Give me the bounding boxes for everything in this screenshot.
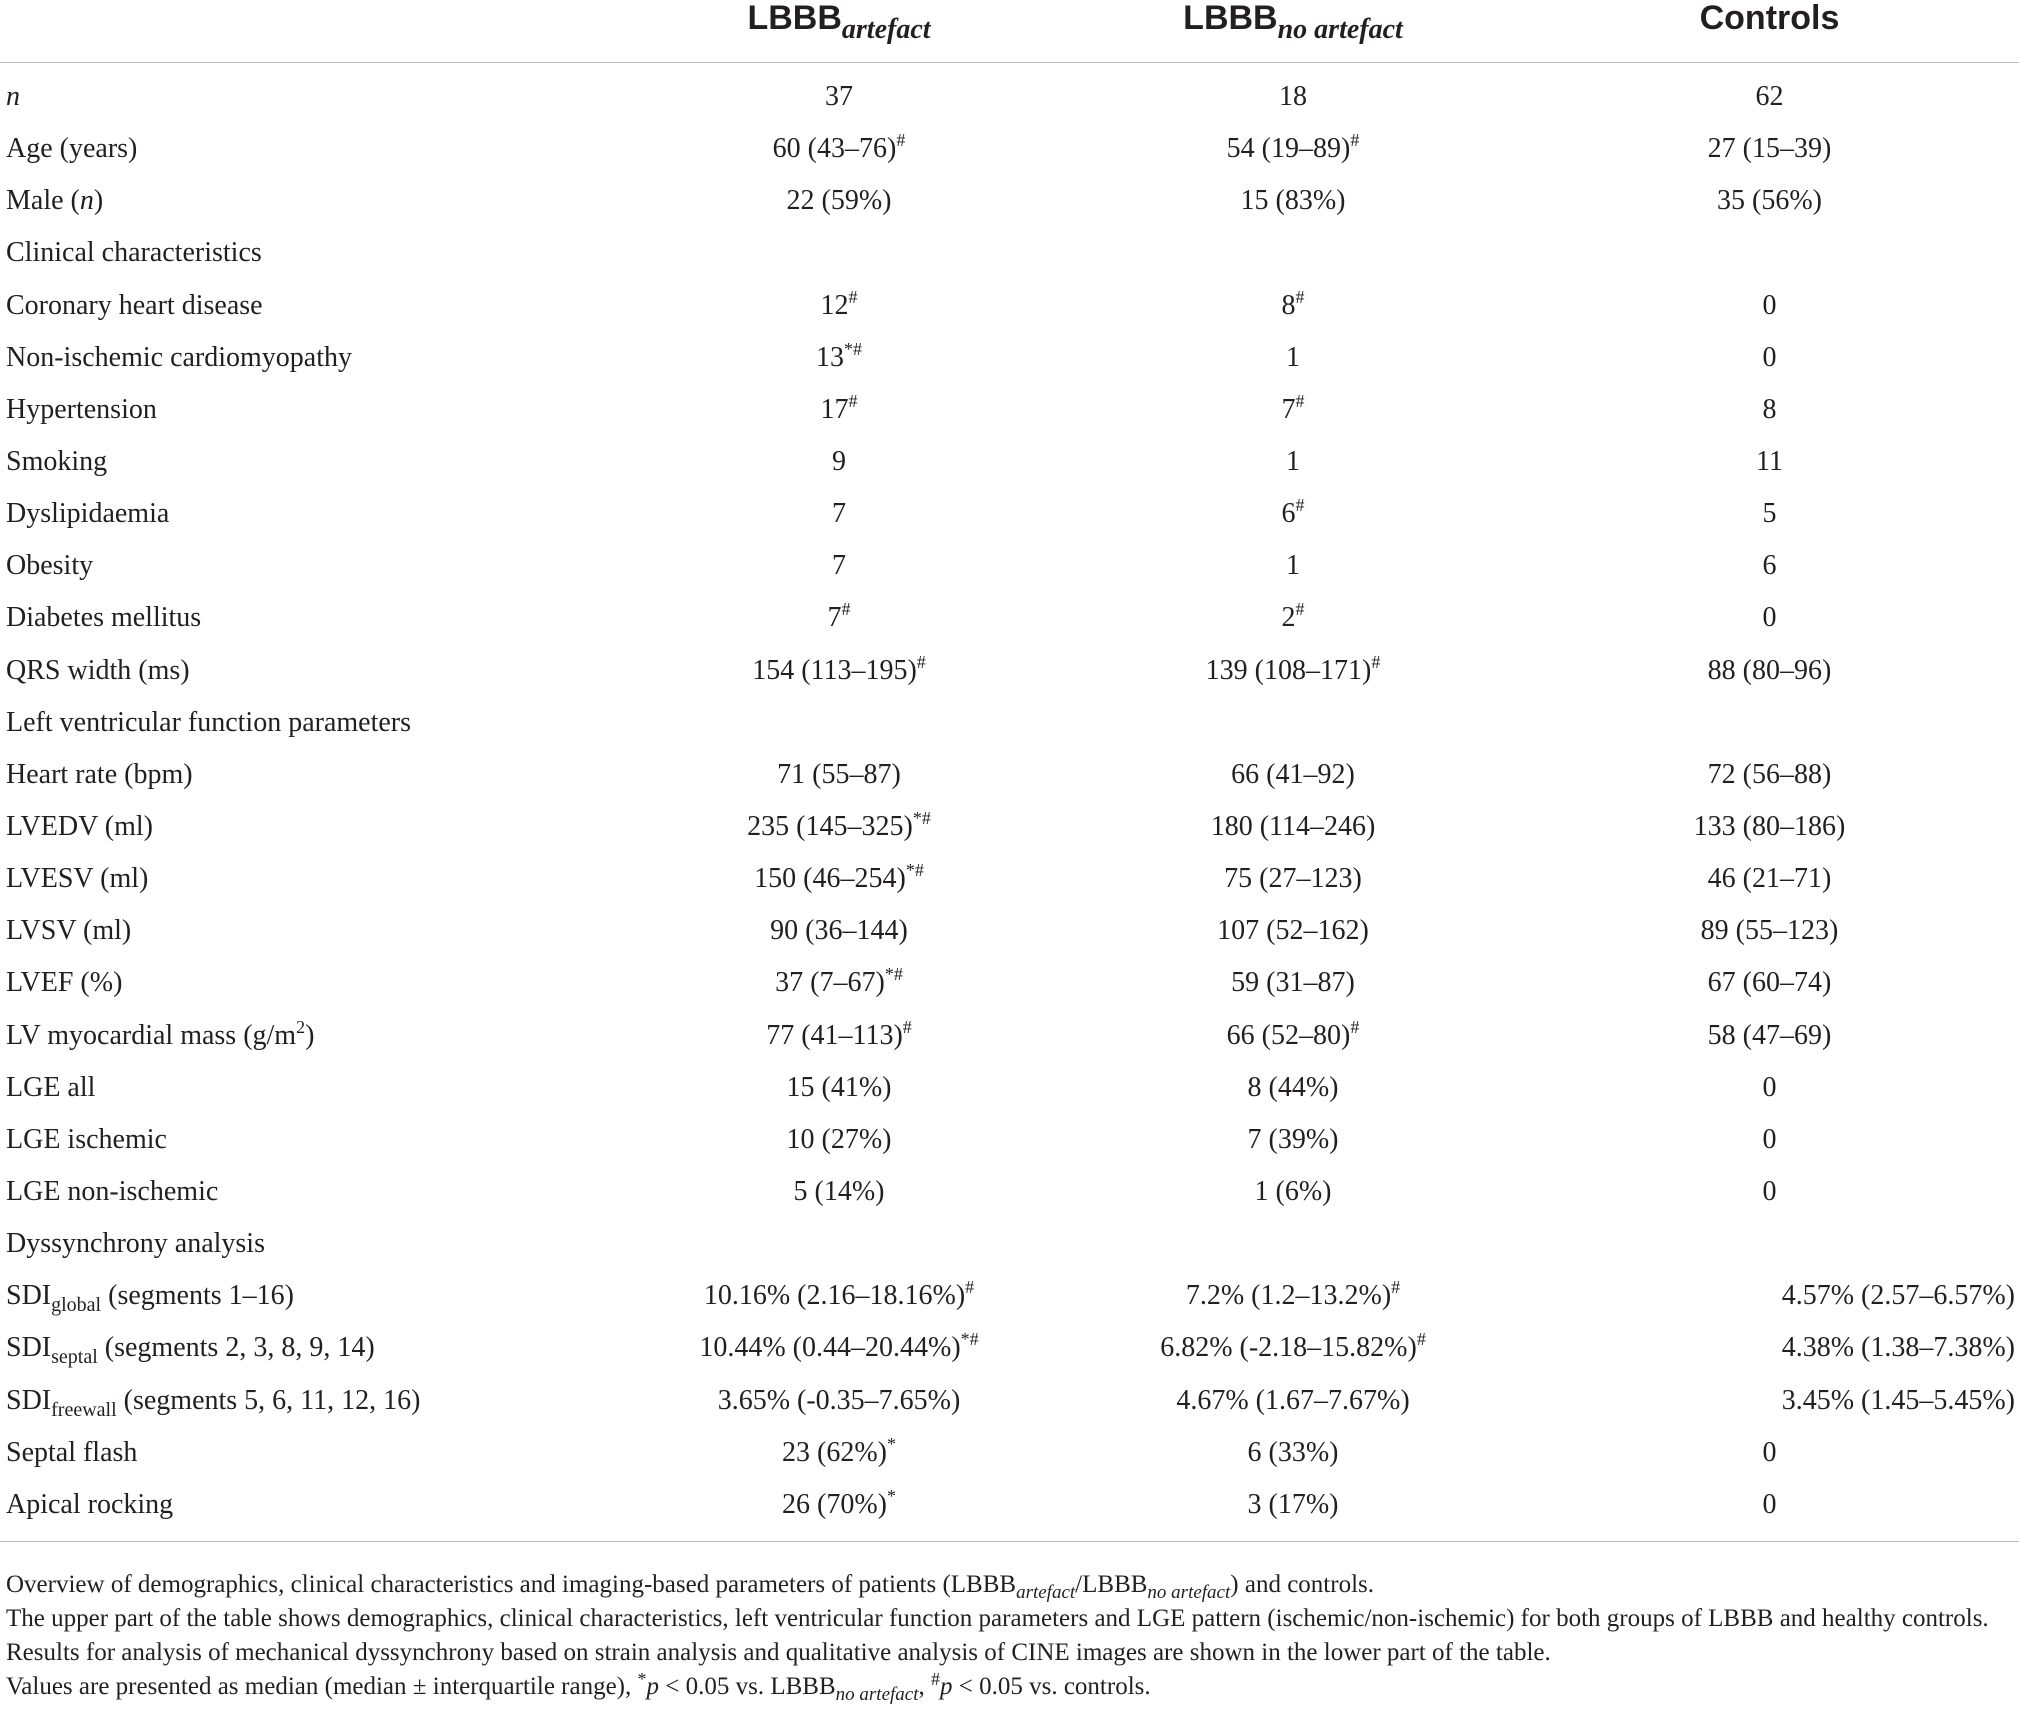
cell-lbbb-artefact	[612, 1270, 1066, 1322]
row-label	[0, 853, 612, 905]
cell-value: 5	[1762, 498, 1777, 530]
cell-value: 1	[1286, 550, 1300, 582]
cell-value: 0	[1762, 1436, 1777, 1468]
table-row	[0, 957, 2019, 1009]
cell-value: 17	[820, 393, 849, 425]
cell-lbbb-no-artefact	[1066, 697, 1520, 749]
cell-lbbb-artefact	[612, 384, 1066, 436]
row-label	[0, 905, 612, 957]
cell-lbbb-no-artefact	[1066, 1062, 1520, 1114]
cell-controls	[1520, 801, 2019, 853]
row-label	[0, 540, 612, 592]
table-row	[0, 332, 2019, 384]
cell-lbbb-no-artefact	[1066, 488, 1520, 540]
cell-value: 4.57% (2.57–6.57%)	[1781, 1280, 2015, 1312]
cell-lbbb-artefact	[612, 1427, 1066, 1479]
cell-value: 89 (55–123)	[1700, 915, 1839, 947]
row-label	[0, 1114, 612, 1166]
cell-lbbb-no-artefact	[1066, 1322, 1520, 1374]
cell-value: 3 (17%)	[1247, 1488, 1339, 1520]
row-label-text: SDI	[6, 1280, 52, 1312]
row-label	[0, 1322, 612, 1374]
cell-lbbb-artefact	[612, 488, 1066, 540]
cell-lbbb-no-artefact	[1066, 123, 1520, 175]
row-label-text: Diabetes mellitus	[6, 602, 202, 634]
cell-value: 15 (41%)	[786, 1071, 892, 1103]
cell-value: 0	[1762, 1071, 1777, 1103]
cell-value: 37	[825, 81, 853, 113]
row-label	[0, 384, 612, 436]
significance-marker: #	[1295, 390, 1305, 411]
cell-value: 66 (41–92)	[1231, 758, 1355, 790]
table-row	[0, 749, 2019, 801]
cell-value: 26 (70%)	[782, 1488, 887, 1520]
row-label-text: Heart rate (bpm)	[6, 758, 193, 790]
significance-marker: *#	[960, 1329, 979, 1350]
cell-lbbb-artefact	[612, 1375, 1066, 1427]
row-label	[0, 1479, 612, 1542]
cell-value: 12	[820, 289, 849, 321]
cell-lbbb-no-artefact	[1066, 1427, 1520, 1479]
table-header-row	[0, 0, 2019, 63]
row-label	[0, 1375, 612, 1427]
cell-value: 46 (21–71)	[1707, 863, 1832, 895]
section-row	[0, 1218, 2019, 1270]
cell-value: 150 (46–254)	[754, 863, 906, 895]
cell-controls	[1520, 1166, 2019, 1218]
cell-value: 7	[1281, 393, 1296, 425]
cell-lbbb-no-artefact	[1066, 63, 1520, 124]
cell-lbbb-no-artefact	[1066, 175, 1520, 227]
cell-lbbb-no-artefact	[1066, 749, 1520, 801]
cell-value: 58 (47–69)	[1707, 1019, 1832, 1051]
cell-controls	[1520, 384, 2019, 436]
cell-controls	[1520, 853, 2019, 905]
cell-value: 67 (60–74)	[1707, 967, 1832, 999]
cell-value: 10.16% (2.16–18.16%)	[703, 1280, 966, 1312]
significance-marker: #	[848, 390, 858, 411]
cell-lbbb-artefact	[612, 540, 1066, 592]
cell-value: 37 (7–67)	[775, 967, 885, 999]
table-row	[0, 645, 2019, 697]
table-body	[0, 63, 2019, 1542]
row-label-subscript: septal	[51, 1346, 98, 1369]
row-label-italic: n	[79, 185, 94, 217]
table-row	[0, 1062, 2019, 1114]
cell-value: 62	[1755, 81, 1784, 113]
cell-lbbb-no-artefact	[1066, 645, 1520, 697]
table-row	[0, 63, 2019, 124]
row-label-text: Smoking	[6, 446, 108, 478]
row-label	[0, 436, 612, 488]
cell-value: 5 (14%)	[793, 1176, 885, 1208]
cell-value: 8	[1281, 289, 1296, 321]
significance-marker: #	[896, 130, 906, 151]
cell-value: 133 (80–186)	[1693, 811, 1846, 843]
table-row	[0, 384, 2019, 436]
significance-marker: #	[848, 286, 858, 307]
row-label-text: Left ventricular function parameters	[6, 706, 412, 738]
table-row	[0, 1166, 2019, 1218]
significance-marker: #	[965, 1277, 975, 1298]
cell-lbbb-no-artefact	[1066, 384, 1520, 436]
cell-value: 27 (15–39)	[1707, 133, 1832, 165]
significance-marker: #	[1350, 1016, 1360, 1037]
cell-value: 180 (114–246)	[1210, 811, 1376, 843]
cell-lbbb-artefact	[612, 1479, 1066, 1542]
cell-controls	[1520, 227, 2019, 279]
row-label	[0, 1010, 612, 1062]
cell-value: 59 (31–87)	[1231, 967, 1355, 999]
row-label	[0, 175, 612, 227]
table-row	[0, 592, 2019, 644]
cell-lbbb-artefact	[612, 801, 1066, 853]
table-row	[0, 1114, 2019, 1166]
row-label-text: LVEF (%)	[6, 967, 123, 999]
cell-value: 139 (108–171)	[1205, 654, 1372, 686]
row-label	[0, 1166, 612, 1218]
row-label	[0, 123, 612, 175]
significance-marker: *#	[905, 860, 924, 881]
cell-lbbb-no-artefact	[1066, 280, 1520, 332]
cell-lbbb-no-artefact	[1066, 1479, 1520, 1542]
cell-lbbb-artefact	[612, 63, 1066, 124]
significance-marker: #	[1295, 286, 1305, 307]
cell-controls	[1520, 1114, 2019, 1166]
cell-value: 10.44% (0.44–20.44%)	[699, 1332, 961, 1364]
cell-value: 7	[832, 550, 846, 582]
table-row	[0, 1010, 2019, 1062]
cell-value: 6	[1281, 498, 1296, 530]
cell-value: 2	[1281, 602, 1296, 634]
row-label-text: Apical rocking	[6, 1488, 174, 1520]
cell-controls	[1520, 280, 2019, 332]
cell-value: 7.2% (1.2–13.2%)	[1185, 1280, 1392, 1312]
cell-lbbb-no-artefact	[1066, 227, 1520, 279]
cell-value: 7 (39%)	[1247, 1123, 1339, 1155]
row-label-tail: (segments 5, 6, 11, 12, 16)	[116, 1384, 421, 1416]
table-row	[0, 1479, 2019, 1542]
row-label	[0, 645, 612, 697]
table-row	[0, 540, 2019, 592]
cell-value: 154 (113–195)	[752, 654, 917, 686]
row-label	[0, 749, 612, 801]
row-label	[0, 1218, 612, 1270]
cell-lbbb-artefact	[612, 957, 1066, 1009]
row-label	[0, 1270, 612, 1322]
cell-lbbb-artefact	[612, 123, 1066, 175]
cell-controls	[1520, 1270, 2019, 1322]
cell-lbbb-artefact	[612, 332, 1066, 384]
row-label	[0, 801, 612, 853]
cell-controls	[1520, 63, 2019, 124]
row-label-tail: )	[93, 185, 104, 217]
header-label-column	[0, 0, 612, 63]
table-row	[0, 488, 2019, 540]
table-row	[0, 1427, 2019, 1479]
cell-value: 7	[827, 602, 842, 634]
cell-lbbb-no-artefact	[1066, 1166, 1520, 1218]
cell-value: 0	[1762, 602, 1777, 634]
cell-lbbb-no-artefact	[1066, 1010, 1520, 1062]
cell-value: 10 (27%)	[786, 1123, 892, 1155]
cell-value: 23 (62%)	[782, 1436, 887, 1468]
significance-marker: #	[902, 1016, 912, 1037]
row-label-text: LGE non-ischemic	[6, 1176, 219, 1208]
cell-value: 75 (27–123)	[1224, 863, 1362, 895]
cell-lbbb-artefact	[612, 1010, 1066, 1062]
cell-value: 9	[832, 446, 846, 478]
cell-value: 0	[1762, 1176, 1777, 1208]
cell-lbbb-no-artefact	[1066, 905, 1520, 957]
row-label-text: Septal flash	[6, 1436, 138, 1468]
significance-marker: #	[1350, 130, 1360, 151]
cell-value: 8	[1762, 393, 1777, 425]
cell-value: 15 (83%)	[1240, 185, 1346, 217]
cell-value: 6	[1762, 550, 1777, 582]
cell-value: 54 (19–89)	[1226, 133, 1351, 165]
cell-value: 6.82% (-2.18–15.82%)	[1160, 1332, 1417, 1364]
significance-marker: *	[886, 1485, 896, 1506]
significance-marker: *#	[884, 964, 903, 985]
table-row	[0, 801, 2019, 853]
cell-value: 77 (41–113)	[766, 1019, 903, 1051]
row-label-text: SDI	[6, 1384, 52, 1416]
significance-marker: #	[1295, 599, 1305, 620]
table-row	[0, 123, 2019, 175]
cell-lbbb-no-artefact	[1066, 540, 1520, 592]
cell-controls	[1520, 175, 2019, 227]
cell-lbbb-no-artefact	[1066, 592, 1520, 644]
cell-value: 0	[1762, 1123, 1777, 1155]
row-label-text: Male (	[6, 185, 80, 217]
row-label	[0, 957, 612, 1009]
cell-lbbb-artefact	[612, 227, 1066, 279]
cell-lbbb-artefact	[612, 1218, 1066, 1270]
table-footnotes	[6, 1568, 2011, 1704]
cell-lbbb-artefact	[612, 1114, 1066, 1166]
significance-marker: #	[841, 599, 851, 620]
cell-value: 1	[1286, 341, 1300, 373]
cell-value: 90 (36–144)	[770, 915, 908, 947]
row-label	[0, 488, 612, 540]
row-label	[0, 332, 612, 384]
table-row	[0, 853, 2019, 905]
cell-lbbb-no-artefact	[1066, 1218, 1520, 1270]
cell-controls	[1520, 749, 2019, 801]
row-label-text: SDI	[6, 1332, 52, 1364]
cell-controls	[1520, 332, 2019, 384]
significance-marker: #	[1416, 1329, 1426, 1350]
cell-lbbb-artefact	[612, 1322, 1066, 1374]
cell-value: 0	[1762, 341, 1777, 373]
row-label-text: Non-ischemic cardiomyopathy	[6, 341, 353, 373]
table-row	[0, 436, 2019, 488]
cell-lbbb-no-artefact	[1066, 957, 1520, 1009]
row-label-text: LVEDV (ml)	[6, 811, 153, 843]
table-row	[0, 1270, 2019, 1322]
row-label	[0, 227, 612, 279]
row-label	[0, 1062, 612, 1114]
cell-lbbb-artefact	[612, 1062, 1066, 1114]
cell-value: 71 (55–87)	[777, 758, 901, 790]
cell-value: 0	[1762, 1488, 1777, 1520]
cell-controls	[1520, 645, 2019, 697]
row-label	[0, 697, 612, 749]
significance-marker: #	[1371, 651, 1381, 672]
row-label-tail: (segments 1–16)	[101, 1280, 294, 1312]
row-label-text: LVESV (ml)	[6, 863, 149, 895]
row-label	[0, 592, 612, 644]
cell-value: 107 (52–162)	[1217, 915, 1369, 947]
significance-marker: *#	[844, 338, 862, 359]
header-controls: Controls	[1520, 0, 2019, 63]
cell-value: 6 (33%)	[1247, 1436, 1339, 1468]
cell-controls	[1520, 957, 2019, 1009]
row-label-tail: )	[305, 1019, 315, 1051]
row-label-subscript: global	[51, 1294, 102, 1317]
cell-value: 4.67% (1.67–7.67%)	[1176, 1384, 1410, 1416]
cell-value: 35 (56%)	[1717, 185, 1822, 217]
cell-lbbb-artefact	[612, 749, 1066, 801]
cell-controls	[1520, 1062, 2019, 1114]
significance-marker: #	[1391, 1277, 1401, 1298]
cell-lbbb-artefact	[612, 1166, 1066, 1218]
cell-lbbb-artefact	[612, 645, 1066, 697]
cell-controls	[1520, 1427, 2019, 1479]
cell-value: 1	[1286, 446, 1300, 478]
cell-controls	[1520, 697, 2019, 749]
cell-controls	[1520, 436, 2019, 488]
cell-value: 7	[832, 498, 846, 530]
footnote-statistics: Values are presented as median (median ± interquartile range), *p < 0.05 vs. $LBBB_{no artefact}$, #p < 0.05 vs. controls.	[6, 1669, 1151, 1705]
significance-marker: #	[1295, 495, 1305, 516]
cell-lbbb-no-artefact	[1066, 1375, 1520, 1427]
cell-lbbb-no-artefact	[1066, 801, 1520, 853]
header-lbbb-artefact: $LBBB_{artefact}$	[612, 0, 1066, 63]
cell-controls	[1520, 540, 2019, 592]
cell-lbbb-no-artefact	[1066, 436, 1520, 488]
cell-lbbb-no-artefact	[1066, 853, 1520, 905]
cell-lbbb-no-artefact	[1066, 1114, 1520, 1166]
cell-lbbb-artefact	[612, 175, 1066, 227]
significance-marker: *	[886, 1433, 896, 1454]
cell-value: 0	[1762, 289, 1777, 321]
significance-marker: #	[916, 651, 926, 672]
significance-marker: *#	[912, 808, 931, 829]
table-row	[0, 175, 2019, 227]
footnote-description: The upper part of the table shows demographics, clinical characteristics, left ventricular function parameters and LGE pattern (ischemic/non-ischemic) for both groups of LBBB and healthy controls. Results for analysis of mechanical dyssynchrony based on strain analysis and qualitative analysis of CINE images are shown in the lower part of the table.	[6, 1605, 1989, 1666]
cell-lbbb-no-artefact	[1066, 1270, 1520, 1322]
row-label	[0, 63, 612, 124]
cell-controls	[1520, 905, 2019, 957]
cell-controls	[1520, 488, 2019, 540]
cell-value: 72 (56–88)	[1707, 758, 1832, 790]
cell-lbbb-artefact	[612, 592, 1066, 644]
row-label	[0, 1427, 612, 1479]
section-row	[0, 697, 2019, 749]
row-label-text: Clinical characteristics	[6, 237, 262, 269]
row-label-superscript: 2	[296, 1016, 306, 1037]
row-label-text: Age (years)	[6, 133, 138, 165]
cell-value: 18	[1279, 81, 1307, 113]
cell-value: 11	[1756, 446, 1783, 478]
cell-controls	[1520, 123, 2019, 175]
row-label-text: Hypertension	[6, 393, 157, 425]
cell-value: 1 (6%)	[1254, 1176, 1332, 1208]
cell-value: 66 (52–80)	[1226, 1019, 1351, 1051]
row-label	[0, 280, 612, 332]
cell-value: 60 (43–76)	[772, 133, 897, 165]
row-label-text: QRS width (ms)	[6, 654, 190, 686]
cell-value: 4.38% (1.38–7.38%)	[1781, 1332, 2015, 1364]
row-label-text: LGE all	[6, 1071, 96, 1103]
cell-value: 22 (59%)	[786, 185, 892, 217]
cell-lbbb-artefact	[612, 697, 1066, 749]
row-label-text: LVSV (ml)	[6, 915, 132, 947]
table-row	[0, 280, 2019, 332]
row-label-tail: (segments 2, 3, 8, 9, 14)	[97, 1332, 375, 1364]
row-label-text: n	[6, 81, 20, 113]
row-label-text: Dyslipidaemia	[6, 498, 170, 530]
header-lbbb-no-artefact: $LBBB_{no artefact}$	[1066, 0, 1520, 63]
row-label-text: Coronary heart disease	[6, 289, 263, 321]
cell-lbbb-artefact	[612, 853, 1066, 905]
cell-lbbb-artefact	[612, 280, 1066, 332]
table-row	[0, 905, 2019, 957]
cell-value: 13	[816, 341, 844, 373]
cell-controls	[1520, 1322, 2019, 1374]
cell-controls	[1520, 1010, 2019, 1062]
table-row	[0, 1322, 2019, 1374]
row-label-text: LGE ischemic	[6, 1123, 167, 1155]
cell-lbbb-artefact	[612, 436, 1066, 488]
cell-controls	[1520, 1479, 2019, 1542]
cell-controls	[1520, 592, 2019, 644]
cell-value: 3.65% (-0.35–7.65%)	[717, 1384, 961, 1416]
row-label-text: LV myocardial mass (g/m	[6, 1019, 297, 1051]
cell-value: 88 (80–96)	[1707, 654, 1832, 686]
cell-lbbb-no-artefact	[1066, 332, 1520, 384]
cell-value: 8 (44%)	[1247, 1071, 1339, 1103]
cell-lbbb-artefact	[612, 905, 1066, 957]
cell-value: 235 (145–325)	[747, 811, 913, 843]
row-label-text: Dyssynchrony analysis	[6, 1228, 265, 1260]
cell-value: 3.45% (1.45–5.45%)	[1781, 1384, 2015, 1416]
row-label-subscript: freewall	[51, 1398, 117, 1421]
cell-controls	[1520, 1375, 2019, 1427]
cell-controls	[1520, 1218, 2019, 1270]
row-label-text: Obesity	[6, 550, 94, 582]
table-row	[0, 1375, 2019, 1427]
footnote-overview: Overview of demographics, clinical characteristics and imaging-based parameters of patients $(LBBB_{artefact}/LBBB_{no artefact})$ and controls.	[6, 1571, 1374, 1603]
section-row	[0, 227, 2019, 279]
